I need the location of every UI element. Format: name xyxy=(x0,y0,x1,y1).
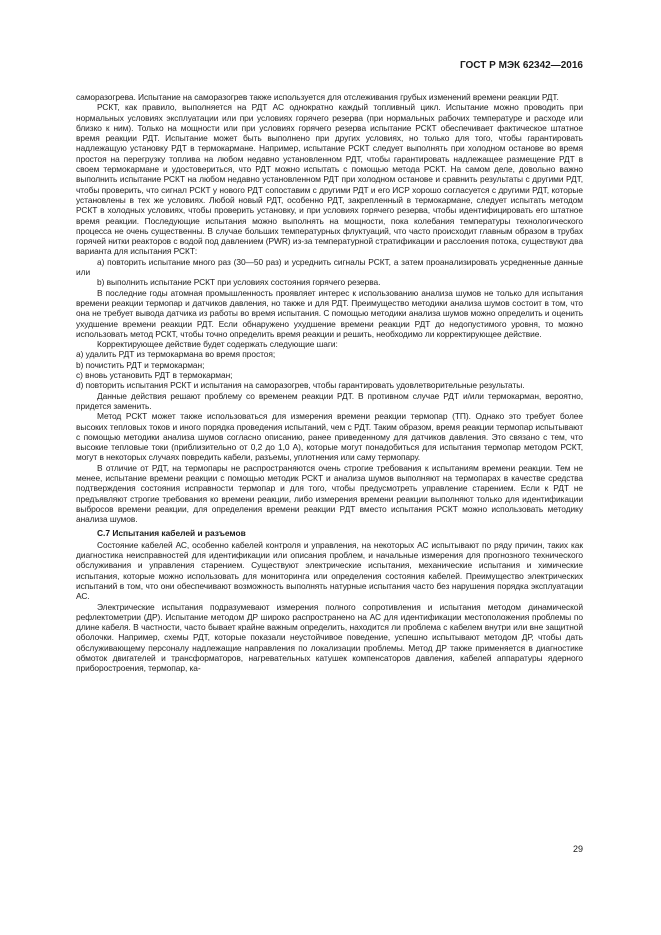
paragraph-11: Метод РСКТ может также использоваться для измерения времени реакции термопар (ТП). Однако это требует более высоких тепловых токов и иного порядка проведения испытаний, чем с РДТ. Таким образом, время реакции термопар испытывают с помощью методики анализа шумов согласно описанию, ранее приведенному для датчиков давления. Это связано с тем, что высокие тепловые токи (приблизительно от 0,2 до 1,0 А), которые могут понадобиться для испытания термопар методом РСКТ, могут в некоторых случаях повредить кабели, разъемы, уплотнения или саму термопару. xyxy=(76,411,583,463)
paragraph-5: Корректирующее действие будет содержать следующие шаги: xyxy=(97,339,338,350)
step-a: a) удалить РДТ из термокармана во время простоя; xyxy=(76,349,276,360)
step-d: d) повторить испытания РСКТ и испытания на саморазогрев, чтобы гарантировать удовлетворительные результаты. xyxy=(76,380,525,391)
paragraph-4: В последние годы атомная промышленность проявляет интерес к использованию анализа шумов не только для испытания времени реакции термопар и датчиков давления, но также и для РДТ. Преимущество методики анализа шумов состоит в том, что она не требует вывода датчика из работы во время испытания. С помощью методики анализа шумов можно определить и оценить ухудшение времени реакции РДТ. Если обнаружено ухудшение времени реакции РДТ до недопустимого уровня, то можно использовать метод РСКТ, чтобы точно определить время реакции и решить, необходимо ли корректирующее действие. xyxy=(76,287,583,339)
page-number: 29 xyxy=(572,844,583,854)
paragraph-0: саморазогрева. Испытание на саморазогрев также используется для отслеживания грубых изменений времени реакции РДТ. xyxy=(76,92,559,102)
list-item-b: b) выполнить испытание РСКТ при условиях состояния горячего резерва. xyxy=(97,277,381,288)
list-item-a: a) повторить испытание много раз (30—50 раз) и усреднить сигналы РСКТ, а затем проанализировать усредненные данные или xyxy=(76,256,583,278)
paragraph-10: Данные действия решают проблему со временем реакции РДТ. В противном случае РДТ и/или термокарман, вероятно, придется заменить. xyxy=(76,390,583,411)
paragraph-12: В отличие от РДТ, на термопары не распространяются очень строгие требования к испытаниям времени реакции. Тем не менее, испытание времени реакции с помощью методик РСКТ и анализа шумов выполняют на термопарах в качестве средства подтверждения состояния исправности термопар и для того, чтобы предусмотреть управление старением. Если к РДТ не предъявляют строгие требования ко времени реакции, либо измерения времени реакции выполняют только для идентификации выбросов времени реакции, для определения времени реакции РДТ вместо испытания РСКТ можно использовать методику анализа шумов. xyxy=(76,462,583,525)
step-b: b) почистить РДТ и термокарман; xyxy=(76,359,205,370)
document-body xyxy=(76,92,583,674)
section-heading: С.7 Испытания кабелей и разъемов xyxy=(97,528,246,539)
step-c: c) вновь установить РДТ в термокарман; xyxy=(76,370,233,381)
paragraph-1: РСКТ, как правило, выполняется на РДТ АС однократно каждый топливный цикл. Испытание можно проводить при нормальных условиях эксплуатации или при условиях горячего резерва (при нормальных рабочих температуре и расходе или близко к ним). Только на мощности или при условиях горячего резерва испытание РСКТ обеспечивает фактическое штатное время реакции РДТ. Испытание может быть выполнено при других условиях, но только для того, чтобы гарантировать надлежащую установку РДТ в термокармане. Например, испытание РСКТ следует выполнять при холодном останове во время простоя на перегрузку топлива на любом недавно установленном РДТ, чтобы гарантировать надлежащее размещение РДТ в своем термокармане и удостовериться, что РДТ можно испытать с помощью метода РСКТ. На самом деле, довольно важно выполнить испытание РСКТ на любом недавно установленном РДТ при холодном останове и сравнить результаты с другими РДТ, чтобы проверить, что сигнал РСКТ у нового РДТ сопоставим с другими РДТ и его ИСР хорошо согласуется с другими РДТ, которые установлены в тех же условиях. Любой новый РДТ, особенно РДТ, закрепленный в термокармане, следует испытать методом РСКТ в холодных условиях, чтобы проверить установку, и при условиях горячего резерва, чтобы идентифицировать его штатное время реакции. Последующие испытания можно выполнять на мощности, пока колебания температуры технологического процесса не очень существенны. В случае больших температурных флуктуаций, что часто происходит главным образом в трубах горячей нитки реакторов с водой под давлением (PWR) из-за температурной стратификации и расслоения потока, существуют два варианта для испытания РСКТ: xyxy=(76,102,583,257)
paragraph-14: Электрические испытания подразумевают измерения полного сопротивления и испытания методом динамической рефлектометрии (ДР). Испытание методом ДР широко распространено на АС для идентификации местоположения проблемы по длине кабеля. В частности, часто бывает крайне важным определить, находится ли проблема с кабелем внутри или вне защитной оболочки. Например, схемы РДТ, которые показали неустойчивое поведение, успешно испытывают методом ДР, чтобы дать обслуживающему персоналу надлежащие направления по локализации проблемы. Метод ДР также применяется в диагностике обмоток двигателей и трансформаторов, нагревательных катушек компенсаторов давления, кабелей аппаратуры ядерного приборостроения, термопар, ка- xyxy=(76,601,583,674)
paragraph-13: Состояние кабелей АС, особенно кабелей контроля и управления, на некоторых АС испытывают по ряду причин, таких как диагностика неисправностей для идентификации или описания проблем, и начальные измерения для прогнозного технического обслуживания и управления старением. Существуют электрические испытания, механические испытания и химические испытания, которые можно использовать для мониторинга или определения состояния кабелей. Преимущество электрических испытаний в том, что они обеспечивают возможность выполнять натурные испытания часто без нарушения порядка эксплуатации АС. xyxy=(76,539,583,602)
standard-header: ГОСТ Р МЭК 62342—2016 xyxy=(459,60,583,71)
